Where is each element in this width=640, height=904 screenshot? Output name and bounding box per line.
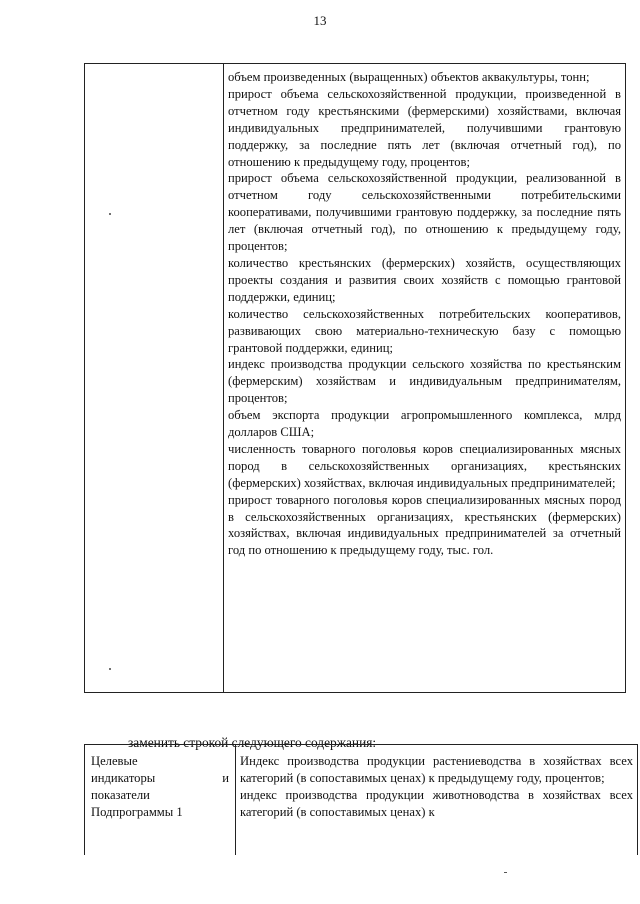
indicators-cell [224, 64, 626, 693]
scan-speck [504, 872, 507, 873]
indicator-item: количество сельскохозяйственных потребительских кооперативов, развивающих свою материально-техническую базу с помощью грантовой поддержки, единиц; [228, 306, 621, 355]
indicator-item: объем экспорта продукции агропромышленного комплекса, млрд долларов США; [228, 408, 621, 440]
indicators-cell [236, 745, 638, 856]
indicator-item: индекс производства продукции животноводства в хозяйствах всех категорий (в сопоставимых ценах) к [240, 787, 633, 819]
indicators-table-new [84, 744, 638, 855]
indicator-item: прирост объема сельскохозяйственной продукции, произведенной в отчетном году крестьянскими (фермерскими) хозяйствами, включая индивидуальных предпринимателей, получившими грантовую поддержку, за последние пять лет (включая отчетный год), по отношению к предыдущему году, процентов; [228, 86, 621, 169]
goal-label-line: Целевые [91, 754, 138, 768]
indicator-item: количество крестьянских (фермерских) хозяйств, осуществляющих проекты создания и развития своих хозяйств с помощью грантовой поддержки, единиц; [228, 255, 621, 304]
replacement-instruction: заменить строкой следующего содержания: [128, 735, 377, 750]
table-row [85, 64, 626, 693]
indicator-item: прирост объема сельскохозяйственной продукции, реализованной в отчетном году сельскохозяйственными потребительскими кооперативами, получившими грантовую поддержку, за последние пять лет (включая отчетный год), по отношению к предыдущему году, процентов; [228, 171, 621, 254]
indicator-item: индекс производства продукции сельского хозяйства по крестьянским (фермерским) хозяйствам и индивидуальным предпринимателям, процентов; [228, 357, 621, 406]
indicator-item: объем произведенных (выращенных) объектов аквакультуры, тонн; [228, 70, 590, 84]
table-left-cell [85, 64, 224, 693]
scan-speck [109, 213, 111, 215]
indicators-table-old [84, 63, 626, 693]
indicator-item: Индекс производства продукции растениеводства в хозяйствах всех категорий (в сопоставимых ценах) к предыдущему году, процентов; [240, 754, 633, 785]
goal-label-line: показатели [91, 787, 150, 802]
indicator-item: численность товарного поголовья коров специализированных мясных пород в сельскохозяйственных организациях, крестьянских (фермерских) хозяйствах, включая индивидуальных предпринимателей; [228, 441, 621, 490]
goal-indicators-label-cell [85, 745, 236, 856]
scan-speck [109, 668, 111, 670]
table-row [85, 745, 638, 856]
goal-label-line: индикаторы и [91, 770, 229, 785]
page-number: 13 [313, 13, 327, 28]
indicator-item: прирост товарного поголовья коров специализированных мясных пород в сельскохозяйственных организациях, крестьянских (фермерских) хозяйствах, включая индивидуальных предпринимателей за отчетный год по отношению к предыдущему году, тыс. гол. [228, 492, 621, 558]
goal-label-line: Подпрограммы 1 [91, 804, 183, 819]
